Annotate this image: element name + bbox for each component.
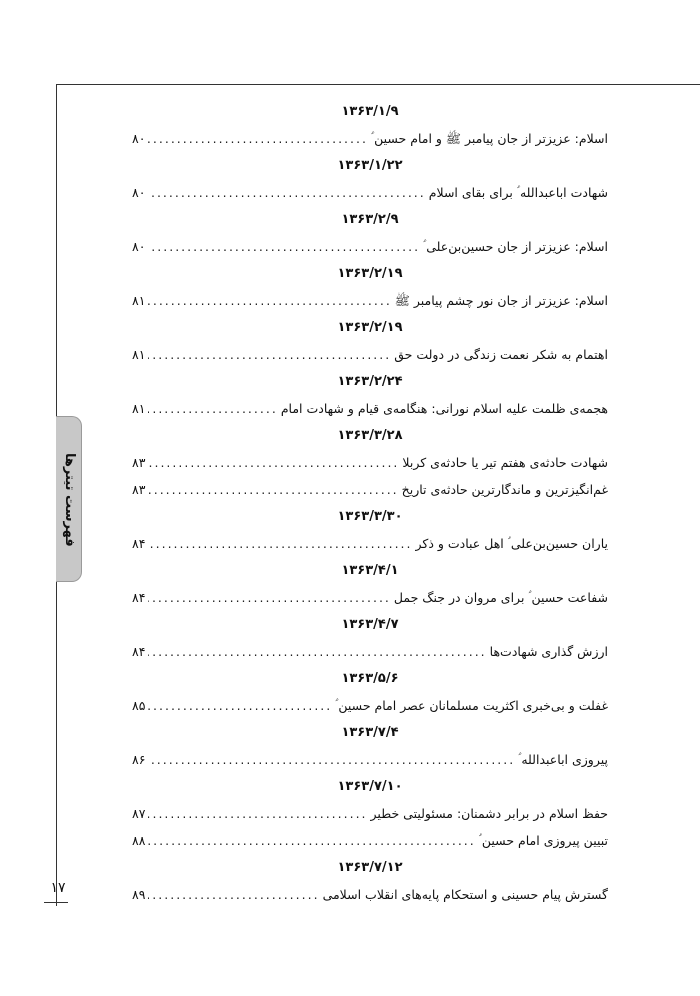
side-tab-label: فهرست تیترها	[62, 453, 77, 547]
dot-leader	[148, 827, 475, 854]
dot-leader	[148, 287, 391, 314]
dot-leader	[148, 449, 399, 476]
toc-date-heading: ۱۳۶۳/۴/۱	[341, 563, 399, 578]
toc-entry-page: ۸۰	[132, 185, 146, 200]
toc-entry-title: یاران حسین‌بن‌علی ؑ اهل عبادت و ذکر	[415, 536, 608, 551]
toc-entry-page: ۸۵	[132, 698, 146, 713]
dot-leader	[148, 233, 420, 260]
dot-leader	[148, 125, 368, 152]
table-of-contents	[132, 98, 608, 908]
toc-entry-title: حفظ اسلام در برابر دشمنان: مسئولیتی خطیر	[370, 806, 608, 821]
toc-entry-title: شفاعت حسین ؑ برای مروان در جنگ جمل	[393, 590, 608, 605]
dot-leader	[148, 692, 332, 719]
dot-leader	[148, 746, 515, 773]
toc-entry-page: ۸۶	[132, 752, 146, 767]
toc-entry-page: ۸۴	[132, 590, 146, 605]
section-side-tab	[56, 416, 82, 582]
toc-entry-page: ۸۴	[132, 644, 146, 659]
toc-date-heading: ۱۳۶۳/۳/۲۸	[337, 428, 403, 443]
toc-date-heading: ۱۳۶۳/۱/۲۲	[337, 158, 403, 173]
toc-entry-title: گسترش پیام حسینی و استحکام پایه‌های انقلاب اسلامی	[322, 887, 608, 902]
toc-entry-title: تبیین پیروزی امام حسین ؑ	[478, 833, 608, 848]
toc-date-heading: ۱۳۶۳/۷/۱۲	[337, 860, 403, 875]
toc-entry-page: ۸۰	[132, 131, 146, 146]
toc-entry-page: ۸۹	[132, 887, 146, 902]
toc-entry-title: شهادت اباعبدالله ؑ برای بقای اسلام	[428, 185, 608, 200]
dot-leader	[148, 476, 398, 503]
toc-entry-title: پیروزی اباعبدالله ؑ	[518, 752, 608, 767]
toc-date-heading: ۱۳۶۳/۲/۱۹	[337, 320, 403, 335]
toc-entry[interactable]	[132, 530, 608, 557]
toc-entry-page: ۸۱	[132, 293, 146, 308]
page-number: ۱۷	[50, 880, 66, 896]
toc-entry-page: ۸۳	[132, 482, 146, 497]
toc-entry[interactable]	[132, 584, 608, 611]
toc-entry[interactable]	[132, 827, 608, 854]
toc-entry-page: ۸۴	[132, 536, 146, 551]
toc-entry-title: ارزش گذاری شهادت‌ها	[489, 644, 608, 659]
toc-entry-page: ۸۷	[132, 806, 146, 821]
toc-entry[interactable]	[132, 692, 608, 719]
toc-entry-title: شهادت حادثه‌ی هفتم تیر یا حادثه‌ی کربلا	[402, 455, 608, 470]
dot-leader	[148, 179, 425, 206]
toc-entry[interactable]	[132, 341, 608, 368]
toc-entry[interactable]	[132, 476, 608, 503]
toc-entry[interactable]	[132, 395, 608, 422]
toc-date-heading: ۱۳۶۳/۲/۹	[341, 212, 399, 227]
dot-leader	[148, 881, 319, 908]
dot-leader	[148, 395, 277, 422]
toc-entry-title: غم‌انگیزترین و ماندگارترین حادثه‌ی تاریخ	[401, 482, 608, 497]
toc-date-heading: ۱۳۶۳/۱/۹	[341, 104, 399, 119]
toc-entry[interactable]	[132, 449, 608, 476]
toc-entry-title: اسلام: عزیزتر از جان حسین‌بن‌علی ؑ	[423, 239, 608, 254]
toc-entry-title: اهتمام به شکر نعمت زندگی در دولت حق	[394, 347, 608, 362]
toc-entry[interactable]	[132, 233, 608, 260]
toc-entry[interactable]	[132, 179, 608, 206]
toc-date-heading: ۱۳۶۳/۲/۲۴	[337, 374, 403, 389]
toc-date-heading: ۱۳۶۳/۷/۴	[341, 725, 399, 740]
toc-entry-title: اسلام: عزیزتر از جان نور چشم پیامبر ﷺ	[394, 293, 608, 308]
toc-date-heading: ۱۳۶۳/۳/۳۰	[337, 509, 403, 524]
top-border-line	[56, 84, 700, 85]
toc-entry[interactable]	[132, 125, 608, 152]
toc-entry[interactable]	[132, 287, 608, 314]
toc-date-heading: ۱۳۶۳/۵/۶	[341, 671, 399, 686]
toc-entry-page: ۸۰	[132, 239, 146, 254]
toc-entry-title: هجمه‌ی ظلمت علیه اسلام نورانی: هنگامه‌ی قیام و شهادت امام	[280, 401, 608, 416]
toc-entry-title: غفلت و بی‌خبری اکثریت مسلمانان عصر امام حسین ؑ	[335, 698, 608, 713]
dot-leader	[148, 530, 412, 557]
dot-leader	[148, 800, 367, 827]
toc-entry-page: ۸۱	[132, 347, 146, 362]
toc-entry-page: ۸۳	[132, 455, 146, 470]
toc-entry-page: ۸۱	[132, 401, 146, 416]
dot-leader	[148, 341, 391, 368]
dot-leader	[148, 584, 390, 611]
toc-entry[interactable]	[132, 638, 608, 665]
toc-date-heading: ۱۳۶۳/۷/۱۰	[337, 779, 403, 794]
toc-entry-page: ۸۸	[132, 833, 146, 848]
toc-entry[interactable]	[132, 800, 608, 827]
page-number-rule	[44, 902, 68, 903]
toc-date-heading: ۱۳۶۳/۲/۱۹	[337, 266, 403, 281]
dot-leader	[148, 638, 486, 665]
toc-date-heading: ۱۳۶۳/۴/۷	[341, 617, 399, 632]
toc-entry-title: اسلام: عزیزتر از جان پیامبر ﷺ و امام حسین ؑ	[370, 131, 608, 146]
toc-entry[interactable]	[132, 746, 608, 773]
toc-entry[interactable]	[132, 881, 608, 908]
